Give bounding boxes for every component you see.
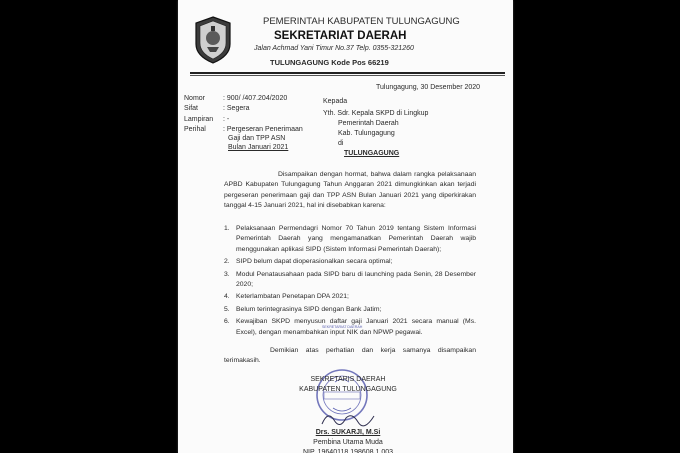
letter-date: Tulungagung, 30 Desember 2020 xyxy=(376,84,481,91)
letterhead-government: PEMERINTAH KABUPATEN TULUNGAGUNG xyxy=(263,16,460,27)
signature-title-1: SEKRETARIS DAERAH xyxy=(310,376,386,383)
recipient-di: di xyxy=(338,140,344,147)
list-item: 6. Kewajiban SKPD menyusun daftar gaji Januari 2021 secara manual (Ms. Excel), dengan menambahkan input NIK dan NPWP pegawai. xyxy=(224,318,476,336)
subject-line-3: Bulan Januari 2021 xyxy=(228,144,289,151)
list-item: 4. Keterlambatan Penetapan DPA 2021; xyxy=(224,293,349,301)
letter-meta: Nomor : 900/ /407.204/2020 Sifat : Segera Lampiran : - Perihal : Pergeseran Penerimaan Gaji dan TPP ASN Bulan Januari 2021 xyxy=(184,95,303,151)
recipient-city: TULUNGAGUNG xyxy=(344,150,400,157)
letterhead-office: SEKRETARIAT DAERAH xyxy=(274,30,407,42)
handwritten-signature-icon xyxy=(318,408,378,430)
list-item: 2. SIPD belum dapat dioperasionalkan secara optimal; xyxy=(224,258,393,266)
signature-title-2: KABUPATEN TULUNGAGUNG xyxy=(299,386,397,393)
letterhead-rule-thin xyxy=(190,75,505,76)
letterhead-address: Jalan Achmad Yani Timur No.37 Telp. 0355-321260 xyxy=(254,45,414,52)
recipient-line-2: Pemerintah Daerah xyxy=(338,120,399,127)
subject-line-2: Gaji dan TPP ASN xyxy=(228,135,286,142)
regency-emblem-icon xyxy=(194,16,232,64)
reasons-list xyxy=(224,224,476,340)
letter-intro: Disampaikan dengan hormat, bahwa dalam rangka pelaksanaan APBD Kabupaten Tulungagung Tahun Anggaran 2021 dimungkinkan akan terjadi pergeseran penerimaan gaji dan TPP ASN Bulan Januari 2021 yang diperkirakan tanggal 4-15 Januari 2021, hal ini disebabkan karena: xyxy=(224,171,476,210)
recipient-line-1: Yth. Sdr. Kepala SKPD di Lingkup xyxy=(323,110,429,117)
list-item: 3. Modul Penatausahaan pada SIPD baru di launching pada Senin, 28 Desember 2020; xyxy=(224,270,476,289)
letterhead-rule xyxy=(190,72,505,74)
letterhead-postal: TULUNGAGUNG Kode Pos 66219 xyxy=(270,58,389,67)
recipient-line-3: Kab. Tulungagung xyxy=(338,130,395,137)
stamp-text: SEKRETARIAT DAERAH xyxy=(322,325,363,329)
recipient-kepada: Kepada xyxy=(323,98,348,105)
letter-page xyxy=(178,0,513,453)
signatory-nip: NIP. 19640118 198608 1 003 xyxy=(302,449,394,453)
signatory-rank: Pembina Utama Muda xyxy=(313,439,383,446)
letter-closing: Demikian atas perhatian dan kerja samanya disampaikan terimakasih. xyxy=(224,347,476,365)
list-item: 1. Pelaksanaan Permendagri Nomor 70 Tahun 2019 tentang Sistem Informasi Pemerintah Daerah yang mengamanatkan Pemerintah Daerah wajib menggunakan aplikasi SIPD (Sistem Informasi Pemerintah Daerah); xyxy=(224,225,476,253)
signatory-name: Drs. SUKARJI, M.Si xyxy=(315,429,381,436)
list-item: 5. Belum terintegrasinya SIPD dengan Bank Jatim; xyxy=(224,305,382,313)
